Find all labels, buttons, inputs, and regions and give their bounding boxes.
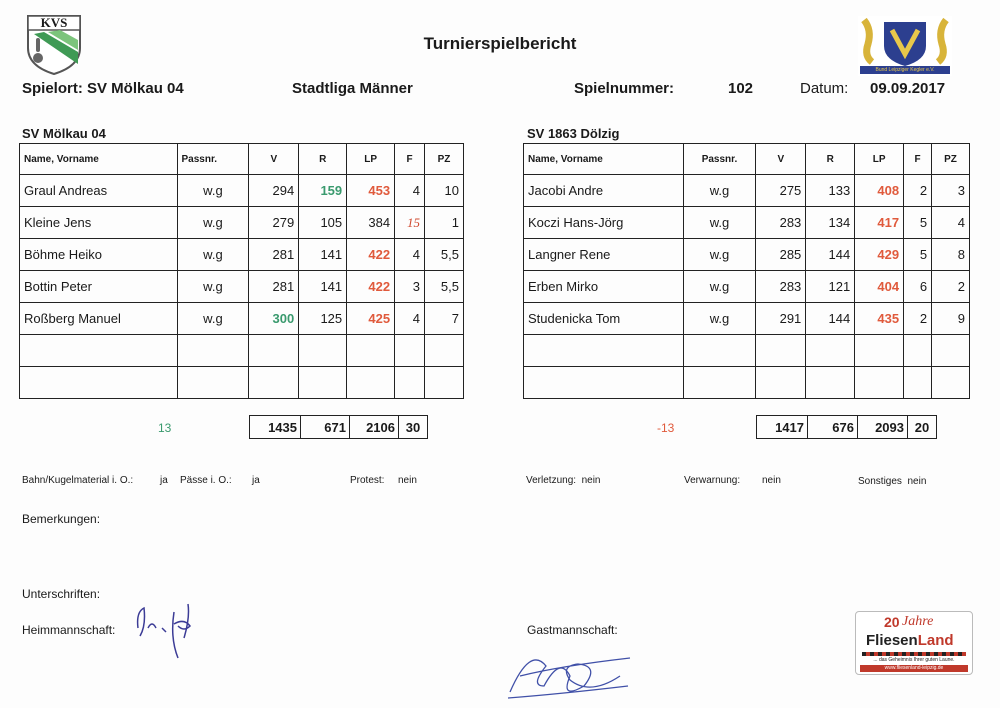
table-row <box>524 239 970 271</box>
col-r: R <box>299 144 347 175</box>
player-f: 6 <box>904 271 932 303</box>
player-f: 5 <box>904 239 932 271</box>
guest-team-name: SV 1863 Dölzig <box>527 126 620 141</box>
total-r: 671 <box>301 416 350 439</box>
home-team-name: SV Mölkau 04 <box>22 126 106 141</box>
bahn-label: Bahn/Kugelmaterial i. O.: <box>22 475 134 486</box>
total-f: 30 <box>399 416 428 439</box>
player-lp: 384 <box>347 207 395 239</box>
col-name: Name, Vorname <box>20 144 178 175</box>
player-v: 283 <box>756 207 806 239</box>
player-lp: 422 <box>347 271 395 303</box>
player-pz: 7 <box>425 303 464 335</box>
player-f: 5 <box>904 207 932 239</box>
player-pass: w.g <box>177 175 249 207</box>
player-lp: 425 <box>347 303 395 335</box>
home-totals <box>249 415 428 439</box>
player-v: 281 <box>249 271 299 303</box>
table-row-empty <box>20 367 464 399</box>
player-name: Böhme Heiko <box>20 239 178 271</box>
player-lp: 404 <box>855 271 904 303</box>
total-r: 676 <box>808 416 858 439</box>
table-row <box>524 303 970 335</box>
player-f: 2 <box>904 175 932 207</box>
total-v: 1417 <box>757 416 808 439</box>
table-row-empty <box>524 367 970 399</box>
paesse-value: ja <box>252 475 260 486</box>
col-pz: PZ <box>932 144 970 175</box>
crest-caption: Bund Leipziger Kegler e.V. <box>875 67 935 73</box>
spielnummer-label: Spielnummer: <box>574 80 675 97</box>
player-v: 279 <box>249 207 299 239</box>
player-v: 291 <box>756 303 806 335</box>
player-pass: w.g <box>177 207 249 239</box>
player-name: Langner Rene <box>524 239 684 271</box>
bemerkungen-label: Bemerkungen: <box>22 512 101 526</box>
player-name: Studenicka Tom <box>524 303 684 335</box>
col-v: V <box>249 144 299 175</box>
player-v: 294 <box>249 175 299 207</box>
sponsor-logo <box>855 611 973 675</box>
player-r: 159 <box>299 175 347 207</box>
player-r: 141 <box>299 239 347 271</box>
player-v: 281 <box>249 239 299 271</box>
player-lp: 417 <box>855 207 904 239</box>
guest-score-table <box>523 143 970 399</box>
col-name: Name, Vorname <box>524 144 684 175</box>
player-f: 15 <box>395 207 425 239</box>
player-lp: 453 <box>347 175 395 207</box>
total-f: 20 <box>908 416 937 439</box>
heim-label: Heimmannschaft: <box>22 623 116 637</box>
kvs-logo-text: KVS <box>40 15 68 30</box>
player-pz: 1 <box>425 207 464 239</box>
sponsor-stripe <box>862 652 966 656</box>
player-pass: w.g <box>683 303 756 335</box>
table-header-row <box>524 144 970 175</box>
total-lp: 2106 <box>350 416 399 439</box>
player-v: 300 <box>249 303 299 335</box>
verletzung: Verletzung: nein <box>526 475 601 486</box>
player-r: 133 <box>806 175 855 207</box>
home-score-table <box>19 143 464 399</box>
col-lp: LP <box>347 144 395 175</box>
bahn-value: ja <box>160 475 168 486</box>
player-r: 121 <box>806 271 855 303</box>
player-v: 285 <box>756 239 806 271</box>
player-f: 4 <box>395 239 425 271</box>
player-r: 141 <box>299 271 347 303</box>
col-r: R <box>806 144 855 175</box>
player-pass: w.g <box>683 175 756 207</box>
home-signature <box>130 598 210 664</box>
sponsor-years: 20 <box>884 614 900 630</box>
guest-diff: -13 <box>657 421 675 435</box>
table-header-row <box>20 144 464 175</box>
datum-label: Datum: <box>800 80 849 97</box>
datum-value: 09.09.2017 <box>870 80 946 97</box>
page-title: Turnierspielbericht <box>423 34 577 53</box>
col-pass: Passnr. <box>177 144 249 175</box>
player-v: 283 <box>756 271 806 303</box>
player-name: Erben Mirko <box>524 271 684 303</box>
col-pz: PZ <box>425 144 464 175</box>
table-row <box>20 271 464 303</box>
player-r: 105 <box>299 207 347 239</box>
col-lp: LP <box>855 144 904 175</box>
player-pz: 3 <box>932 175 970 207</box>
table-row <box>524 207 970 239</box>
player-pz: 5,5 <box>425 271 464 303</box>
table-row <box>20 175 464 207</box>
total-lp: 2093 <box>858 416 908 439</box>
player-pz: 2 <box>932 271 970 303</box>
sponsor-url: www.fliesenland-leipzig.de <box>860 665 968 672</box>
sponsor-name <box>866 632 954 649</box>
liga: Stadtliga Männer <box>292 80 413 97</box>
paesse-label: Pässe i. O.: <box>180 475 232 486</box>
sponsor-slogan: ... das Geheimnis Ihrer guten Laune. <box>873 657 955 663</box>
sponsor-jahre: Jahre <box>902 614 934 629</box>
player-lp: 408 <box>855 175 904 207</box>
sponsor-name-2: Land <box>917 632 954 649</box>
gast-label: Gastmannschaft: <box>527 623 618 637</box>
col-f: F <box>395 144 425 175</box>
player-pass: w.g <box>177 303 249 335</box>
guest-totals <box>756 415 937 439</box>
player-name: Kleine Jens <box>20 207 178 239</box>
player-v: 275 <box>756 175 806 207</box>
player-pz: 8 <box>932 239 970 271</box>
table-row <box>20 239 464 271</box>
col-pass: Passnr. <box>683 144 756 175</box>
player-f: 4 <box>395 175 425 207</box>
spielnummer-value: 102 <box>728 80 754 97</box>
spielort: Spielort: SV Mölkau 04 <box>22 80 184 97</box>
player-pass: w.g <box>683 239 756 271</box>
table-row-empty <box>20 335 464 367</box>
player-pz: 10 <box>425 175 464 207</box>
player-lp: 429 <box>855 239 904 271</box>
sponsor-name-1: Fliesen <box>866 632 918 649</box>
player-f: 2 <box>904 303 932 335</box>
home-diff: 13 <box>158 421 172 435</box>
table-row <box>524 175 970 207</box>
player-name: Bottin Peter <box>20 271 178 303</box>
col-f: F <box>904 144 932 175</box>
sonstiges: Sonstiges nein <box>858 476 927 487</box>
col-v: V <box>756 144 806 175</box>
player-pz: 4 <box>932 207 970 239</box>
table-row <box>20 207 464 239</box>
player-pass: w.g <box>177 271 249 303</box>
total-v: 1435 <box>250 416 301 439</box>
player-r: 134 <box>806 207 855 239</box>
player-lp: 435 <box>855 303 904 335</box>
player-f: 4 <box>395 303 425 335</box>
player-pz: 5,5 <box>425 239 464 271</box>
verwarnung-label: Verwarnung: <box>684 475 741 486</box>
player-r: 125 <box>299 303 347 335</box>
protest-label: Protest: <box>350 475 385 486</box>
protest-value: nein <box>398 475 417 486</box>
verwarnung-value: nein <box>762 475 781 486</box>
player-pass: w.g <box>683 207 756 239</box>
player-name: Jacobi Andre <box>524 175 684 207</box>
player-r: 144 <box>806 303 855 335</box>
guest-signature <box>500 636 640 702</box>
player-pass: w.g <box>177 239 249 271</box>
player-r: 144 <box>806 239 855 271</box>
player-pass: w.g <box>683 271 756 303</box>
table-row <box>20 303 464 335</box>
table-row-empty <box>524 335 970 367</box>
player-name: Roßberg Manuel <box>20 303 178 335</box>
player-name: Koczi Hans-Jörg <box>524 207 684 239</box>
table-row <box>524 271 970 303</box>
player-name: Graul Andreas <box>20 175 178 207</box>
unterschriften-label: Unterschriften: <box>22 587 101 601</box>
player-lp: 422 <box>347 239 395 271</box>
player-f: 3 <box>395 271 425 303</box>
player-pz: 9 <box>932 303 970 335</box>
